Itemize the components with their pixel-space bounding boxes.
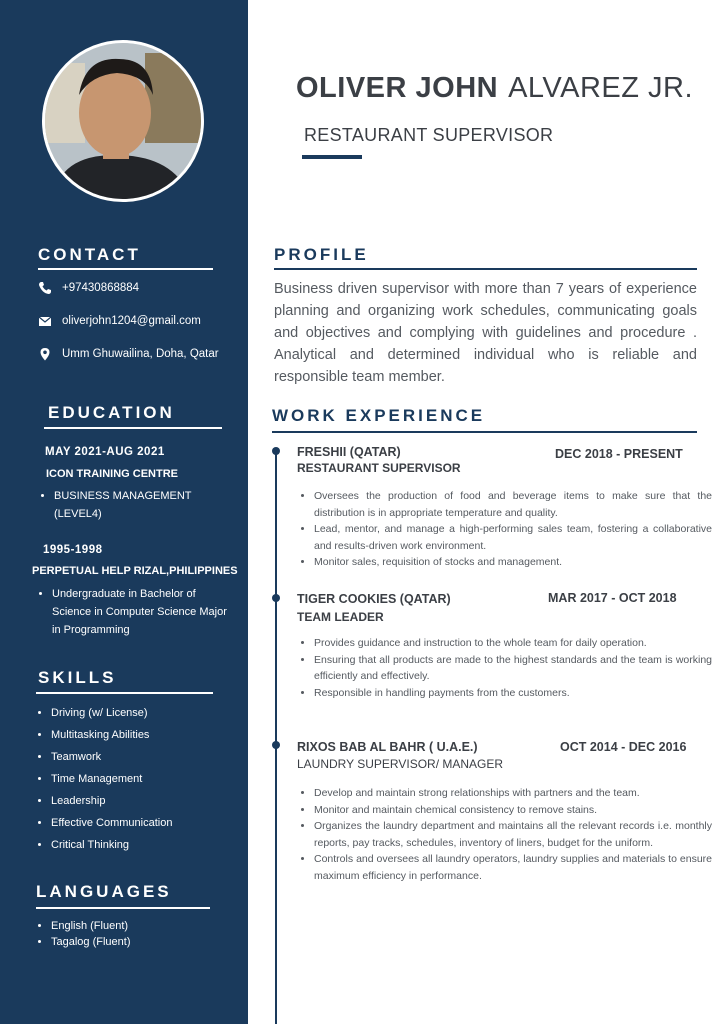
contact-address xyxy=(38,347,219,361)
phone-icon xyxy=(38,281,52,295)
job-dates: DEC 2018 - PRESENT xyxy=(555,447,683,461)
education-heading: EDUCATION xyxy=(48,403,175,422)
skill-item: • Teamwork xyxy=(51,746,172,768)
profile-divider xyxy=(274,268,697,270)
education-dates: MAY 2021-AUG 2021 xyxy=(45,446,165,458)
languages-list xyxy=(36,918,131,950)
contact-email[interactable] xyxy=(38,314,201,328)
job-company: FRESHII (QATAR) xyxy=(297,445,401,459)
job-company: TIGER COOKIES (QATAR) xyxy=(297,592,451,606)
contact-heading: CONTACT xyxy=(38,245,141,264)
contact-phone[interactable] xyxy=(38,281,139,295)
job-title: RESTAURANT SUPERVISOR xyxy=(297,461,461,475)
job-bullet: • Monitor sales, requisition of stocks and management. xyxy=(314,554,712,571)
education-item: • BUSINESS MANAGEMENT (LEVEL4) xyxy=(54,487,224,523)
job-title: TEAM LEADER xyxy=(297,610,384,624)
first-name: OLIVER JOHN xyxy=(296,72,499,104)
education-divider xyxy=(44,427,222,429)
job-bullet: • Controls and oversees all laundry operators, laundry supplies and materials to ensure maximum efficiency in performance. xyxy=(314,851,712,884)
skills-list xyxy=(36,702,172,856)
job-role: RESTAURANT SUPERVISOR xyxy=(304,125,554,145)
job-bullet: • Responsible in handling payments from the customers. xyxy=(314,685,712,702)
timeline-dot xyxy=(272,741,280,749)
experience-timeline xyxy=(275,452,277,1024)
timeline-dot xyxy=(272,447,280,455)
phone-number: +97430868884 xyxy=(62,282,140,294)
email-icon xyxy=(38,314,52,328)
address-text: Umm Ghuwailina, Doha, Qatar xyxy=(62,348,219,360)
job-bullet: • Develop and maintain strong relationships with partners and the team. xyxy=(314,785,712,802)
role-underline xyxy=(302,155,362,159)
experience-heading: WORK EXPERIENCE xyxy=(272,406,486,425)
job-company: RIXOS BAB AL BAHR ( U.A.E.) xyxy=(297,740,478,754)
skill-item: • Critical Thinking xyxy=(51,834,172,856)
skill-item: • Leadership xyxy=(51,790,172,812)
skills-divider xyxy=(36,692,213,694)
location-pin-icon xyxy=(38,347,52,361)
education-dates: 1995-1998 xyxy=(43,544,103,556)
language-item: • English (Fluent) xyxy=(51,918,131,934)
skill-item: • Multitasking Abilities xyxy=(51,724,172,746)
education-items xyxy=(38,585,227,639)
job-bullets xyxy=(300,488,712,571)
job-dates: OCT 2014 - DEC 2016 xyxy=(560,740,687,754)
languages-heading: LANGUAGES xyxy=(36,882,172,901)
skill-item: • Driving (w/ License) xyxy=(51,702,172,724)
job-bullet: • Organizes the laundry department and maintains all the relevant records i.e. monthly reports, pay tracks, schedules, inventory of liners, budget for the uniform. xyxy=(314,818,712,851)
profile-summary: Business driven supervisor with more than 7 years of experience planning and organizing work schedules, communicating goals and objectives and complying with guidelines and procedure . Analytical and determined individual who is reliable and responsible team member. xyxy=(274,281,697,385)
job-bullet: • Monitor and maintain chemical consistency to remove stains. xyxy=(314,802,712,819)
education-school: ICON TRAINING CENTRE xyxy=(46,468,178,480)
education-item: • Undergraduate in Bachelor of Science in Computer Science Major in Programming xyxy=(52,585,227,639)
sidebar xyxy=(0,0,248,1024)
last-name: ALVAREZ JR. xyxy=(508,72,694,104)
skill-item: • Effective Communication xyxy=(51,812,172,834)
job-title: LAUNDRY SUPERVISOR/ MANAGER xyxy=(297,757,504,771)
profile-heading: PROFILE xyxy=(274,245,369,264)
job-dates: MAR 2017 - OCT 2018 xyxy=(548,591,677,605)
profile-photo xyxy=(42,40,204,202)
job-bullet: • Lead, mentor, and manage a high-performing sales team, fostering a collaborative and results-driven work environment. xyxy=(314,521,712,554)
skills-heading: SKILLS xyxy=(38,668,117,687)
skill-item: • Time Management xyxy=(51,768,172,790)
language-item: • Tagalog (Fluent) xyxy=(51,934,131,950)
job-bullet: • Provides guidance and instruction to the whole team for daily operation. xyxy=(314,635,712,652)
profile-photo-image xyxy=(45,43,201,199)
languages-divider xyxy=(36,907,210,909)
contact-divider xyxy=(38,268,213,270)
experience-divider xyxy=(272,431,697,433)
education-items xyxy=(40,487,224,523)
job-bullets xyxy=(300,785,712,884)
timeline-dot xyxy=(272,594,280,602)
job-bullet: • Ensuring that all products are made to the highest standards and the team is working efficiently and effectively. xyxy=(314,652,712,685)
job-bullets xyxy=(300,635,712,701)
education-school: PERPETUAL HELP RIZAL,PHILIPPINES xyxy=(32,565,238,577)
full-name xyxy=(296,72,693,105)
job-bullet: • Oversees the production of food and beverage items to make sure that the distribution is in appropriate temperature and quality. xyxy=(314,488,712,521)
email-address: oliverjohn1204@gmail.com xyxy=(62,315,201,327)
